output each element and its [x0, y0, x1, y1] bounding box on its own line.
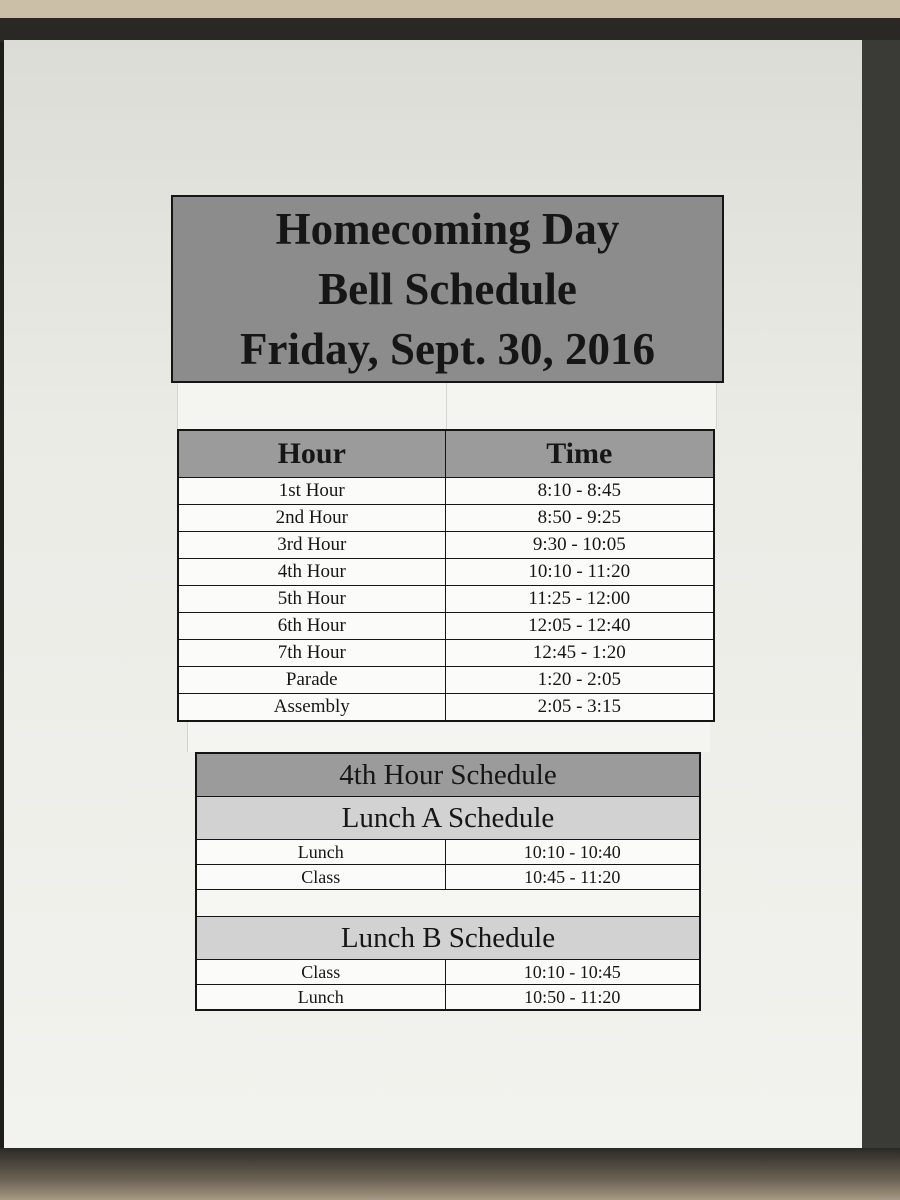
table-row	[196, 865, 700, 890]
blank-row	[196, 890, 700, 917]
table-row	[196, 840, 700, 865]
table-row	[196, 985, 700, 1011]
table-header-row	[178, 430, 714, 478]
table-row	[178, 586, 714, 613]
title-banner	[171, 195, 724, 383]
time-cell: 11:25 - 12:00	[445, 586, 714, 613]
title-line-1: Homecoming Day	[275, 204, 620, 254]
fourth-hour-header-row	[196, 753, 700, 797]
table-row	[178, 478, 714, 505]
spacer-row	[187, 722, 710, 752]
time-cell: 10:10 - 11:20	[445, 559, 714, 586]
time-cell: 2:05 - 3:15	[445, 694, 714, 722]
time-cell: 9:30 - 10:05	[445, 532, 714, 559]
time-cell: 10:10 - 10:40	[445, 840, 700, 865]
time-cell: 10:10 - 10:45	[445, 960, 700, 985]
table-row	[178, 559, 714, 586]
time-cell: 12:05 - 12:40	[445, 613, 714, 640]
activity-cell: Class	[196, 865, 445, 890]
time-cell: 10:45 - 11:20	[445, 865, 700, 890]
table-row	[178, 667, 714, 694]
table-row	[196, 960, 700, 985]
time-cell: 8:10 - 8:45	[445, 478, 714, 505]
hour-cell: 1st Hour	[178, 478, 445, 505]
gridline	[446, 383, 447, 429]
monitor-bezel-top	[0, 0, 900, 18]
hour-cell: 2nd Hour	[178, 505, 445, 532]
monitor-bezel-inner	[0, 18, 900, 42]
fourth-hour-title: 4th Hour Schedule	[196, 753, 700, 797]
lunch-b-title: Lunch B Schedule	[196, 917, 700, 960]
activity-cell: Lunch	[196, 985, 445, 1011]
table-row	[178, 640, 714, 667]
spacer-row	[177, 383, 717, 429]
table-row	[178, 613, 714, 640]
hour-cell: 4th Hour	[178, 559, 445, 586]
monitor-bezel-right	[862, 40, 900, 1148]
time-cell: 8:50 - 9:25	[445, 505, 714, 532]
hour-cell: 5th Hour	[178, 586, 445, 613]
column-header-time: Time	[445, 430, 714, 478]
time-cell: 10:50 - 11:20	[445, 985, 700, 1011]
monitor-bezel-bottom	[0, 1148, 900, 1200]
lunch-b-header-row	[196, 917, 700, 960]
schedule-document	[165, 195, 730, 1011]
activity-cell: Lunch	[196, 840, 445, 865]
hour-cell: Assembly	[178, 694, 445, 722]
bell-schedule-table	[177, 429, 715, 722]
lunch-a-header-row	[196, 797, 700, 840]
column-header-hour: Hour	[178, 430, 445, 478]
blank-cell	[196, 890, 700, 917]
time-cell: 1:20 - 2:05	[445, 667, 714, 694]
hour-cell: Parade	[178, 667, 445, 694]
title-line-3: Friday, Sept. 30, 2016	[239, 324, 656, 374]
table-row	[178, 532, 714, 559]
hour-cell: 3rd Hour	[178, 532, 445, 559]
fourth-hour-schedule-table	[195, 752, 701, 1011]
title-line-2: Bell Schedule	[318, 264, 577, 314]
hour-cell: 7th Hour	[178, 640, 445, 667]
activity-cell: Class	[196, 960, 445, 985]
hour-cell: 6th Hour	[178, 613, 445, 640]
time-cell: 12:45 - 1:20	[445, 640, 714, 667]
table-row	[178, 505, 714, 532]
table-row	[178, 694, 714, 722]
lunch-a-title: Lunch A Schedule	[196, 797, 700, 840]
